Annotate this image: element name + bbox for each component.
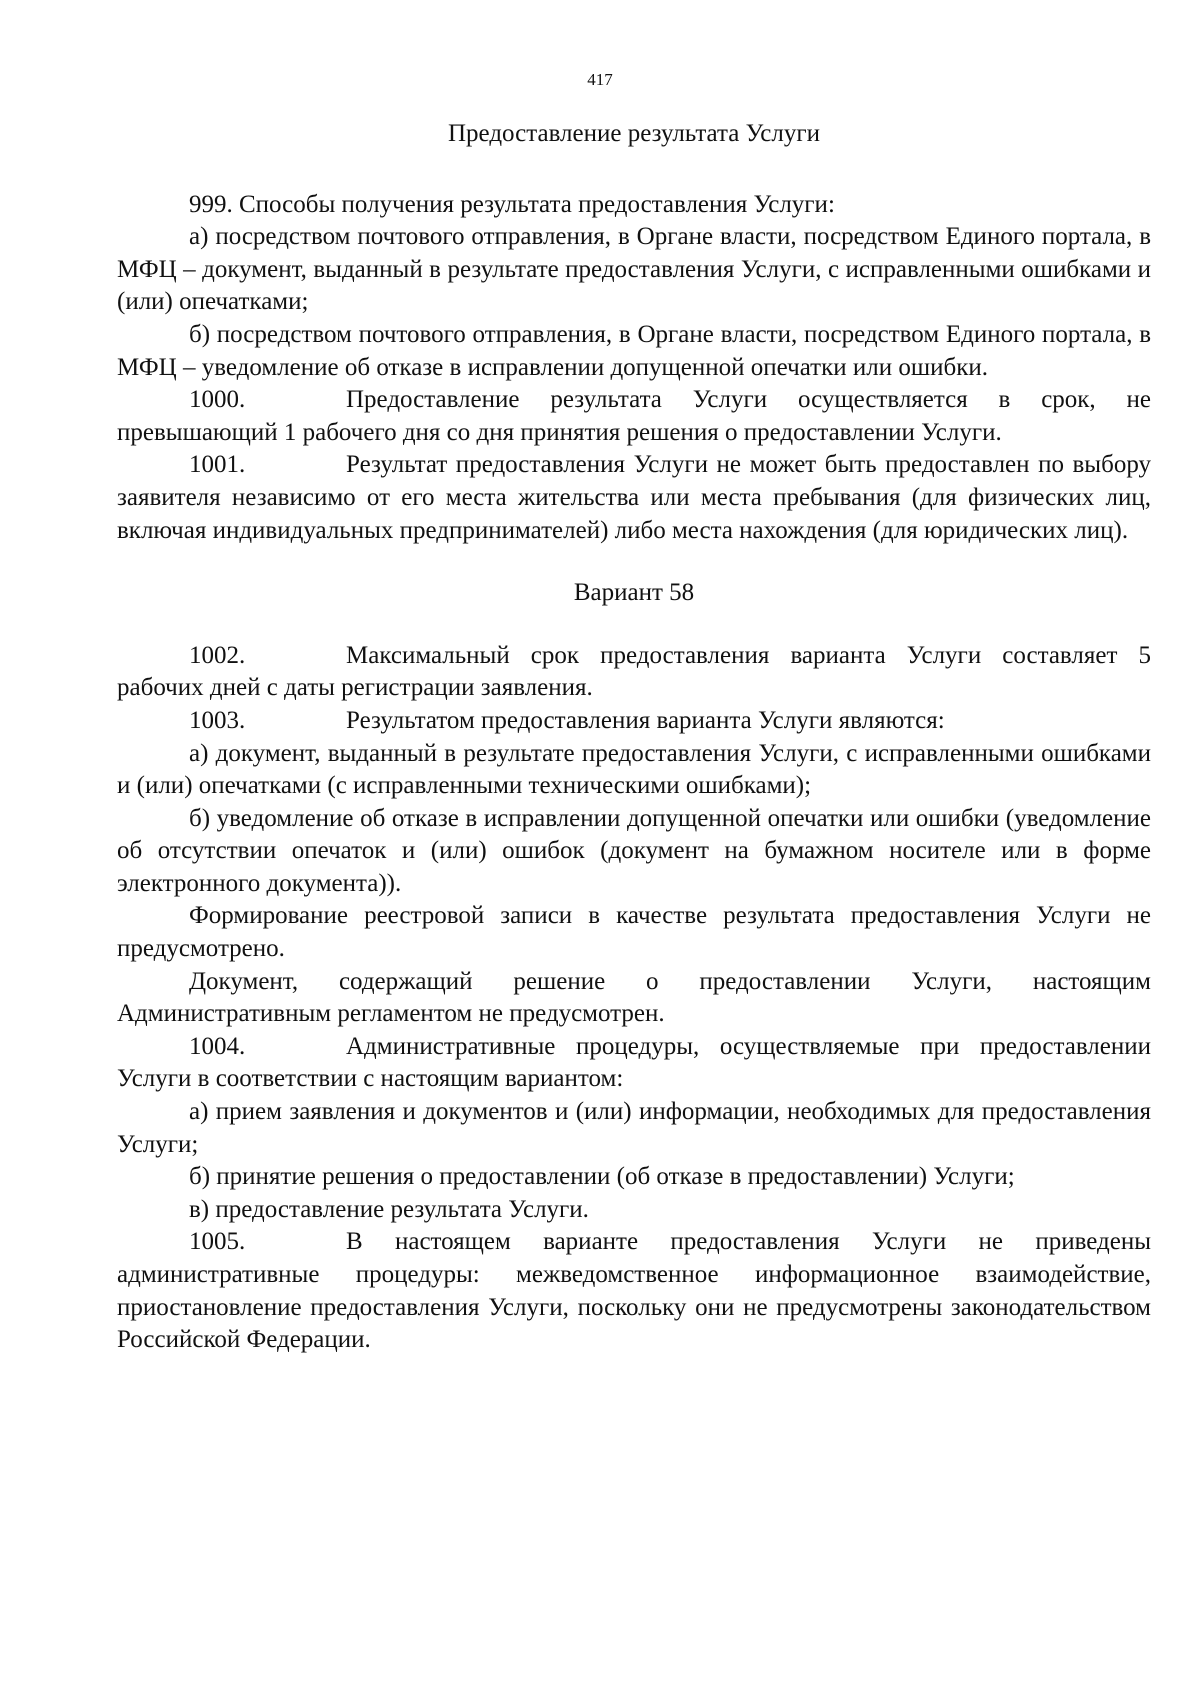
paragraph-1001-text: Результат предоставления Услуги не может быть предоставлен по выбору заявителя независимо от его места жительства или места пребывания (для физических лиц, включая индивидуальных предпринимателей) либо места нахождения (для юридических лиц). bbox=[117, 451, 1151, 544]
paragraph-999: 999. Способы получения результата предоставления Услуги: bbox=[189, 190, 835, 218]
paragraph-1004-a: а) прием заявления и документов и (или) информации, необходимых для предоставления Услуги; bbox=[117, 1098, 1151, 1158]
paragraph-1005-text: В настоящем варианте предоставления Услуги не приведены административные процедуры: межведомственное информационное взаимодействие, приостановление предоставления Услуги, поскольку они не предусмотрены законодательством Российской Федерации. bbox=[117, 1228, 1151, 1354]
page-content bbox=[117, 118, 1151, 1357]
paragraph-1003 bbox=[117, 705, 1151, 738]
paragraph-1003-a: а) документ, выданный в результате предоставления Услуги, с исправленными ошибками и (или) опечатками (с исправленными техническими ошибками); bbox=[117, 739, 1151, 800]
section-heading-result: Предоставление результата Услуги bbox=[448, 120, 820, 147]
paragraph-1004-number: 1004. bbox=[189, 1032, 246, 1060]
paragraph-1005 bbox=[117, 1226, 1151, 1356]
paragraph-1000 bbox=[117, 384, 1151, 449]
paragraph-1005-number: 1005. bbox=[189, 1228, 246, 1256]
paragraph-999-b: б) посредством почтового отправления, в Органе власти, посредством Единого портала, в МФЦ – уведомление об отказе в исправлении допущенной опечатки или ошибки. bbox=[117, 320, 1151, 381]
page-number: 417 bbox=[587, 70, 613, 89]
paragraph-1000-text: Предоставление результата Услуги осуществляется в срок, не превышающий 1 рабочего дня со дня принятия решения о предоставлении Услуги. bbox=[117, 386, 1151, 446]
paragraph-1001-number: 1001. bbox=[189, 451, 246, 479]
paragraph-1003-text: Результатом предоставления варианта Услуги являются: bbox=[346, 706, 945, 734]
paragraph-1002-number: 1002. bbox=[189, 641, 246, 669]
paragraph-999-a: а) посредством почтового отправления, в Органе власти, посредством Единого портала, в МФЦ – документ, выданный в результате предоставления Услуги, с исправленными ошибками и (или) опечатками; bbox=[117, 223, 1151, 316]
paragraph-1004-b: б) принятие решения о предоставлении (об отказе в предоставлении) Услуги; bbox=[189, 1163, 1015, 1191]
paragraph-1003-b: б) уведомление об отказе в исправлении допущенной опечатки или ошибки (уведомление об отсутствии опечаток и (или) ошибок (документ на бумажном носителе или в форме электронного документа)). bbox=[117, 804, 1151, 897]
paragraph-1004-v: в) предоставление результата Услуги. bbox=[189, 1195, 589, 1223]
paragraph-1003-number: 1003. bbox=[189, 706, 246, 734]
paragraph-1002 bbox=[117, 640, 1151, 705]
paragraph-1002-text: Максимальный срок предоставления варианта Услуги составляет 5 рабочих дней с даты регистрации заявления. bbox=[117, 641, 1151, 702]
paragraph-document: Документ, содержащий решение о предоставлении Услуги, настоящим Административным регламентом не предусмотрен. bbox=[117, 967, 1151, 1028]
paragraph-1000-number: 1000. bbox=[189, 386, 246, 414]
paragraph-1004 bbox=[117, 1031, 1151, 1096]
paragraph-1001 bbox=[117, 449, 1151, 547]
paragraph-1004-text: Административные процедуры, осуществляемые при предоставлении Услуги в соответствии с настоящим вариантом: bbox=[117, 1032, 1151, 1093]
paragraph-registry: Формирование реестровой записи в качестве результата предоставления Услуги не предусмотрено. bbox=[117, 902, 1151, 963]
section-heading-variant: Вариант 58 bbox=[573, 579, 695, 607]
